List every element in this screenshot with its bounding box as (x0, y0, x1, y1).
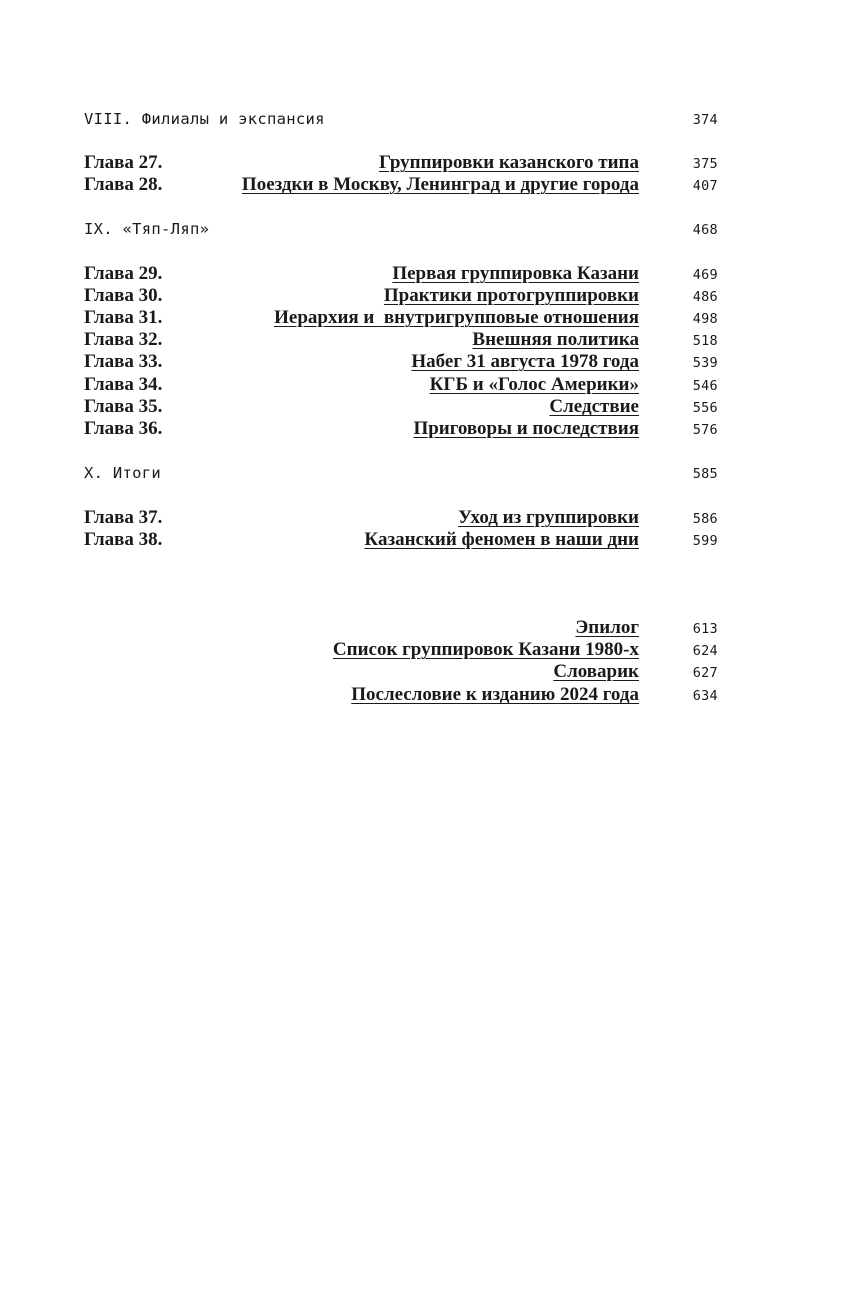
chapter-label: Глава 38. (84, 529, 163, 550)
page-number: 613 (692, 621, 718, 637)
page-number: 546 (692, 378, 718, 394)
chapter-label: Глава 37. (84, 507, 163, 528)
toc-entry-gang-list[interactable] (84, 641, 718, 663)
part-title: VIII. Филиалы и экспансия (84, 110, 325, 128)
chapter-label: Глава 30. (84, 285, 163, 306)
page-number: 468 (692, 222, 718, 238)
chapter-title-link[interactable]: Первая группировка Казани (392, 263, 639, 284)
part-title: X. Итоги (84, 464, 162, 482)
toc-entry-chapter-29[interactable] (84, 265, 718, 287)
toc-entry-chapter-35[interactable] (84, 398, 718, 420)
chapter-title-link[interactable]: Группировки казанского типа (378, 152, 639, 173)
toc-entry-chapter-33[interactable] (84, 353, 718, 375)
chapter-label: Глава 32. (84, 329, 163, 350)
back-matter-title-link[interactable]: Эпилог (575, 617, 639, 638)
part-heading-viii (84, 110, 718, 132)
chapter-label: Глава 31. (84, 307, 163, 328)
toc-entry-chapter-36[interactable] (84, 420, 718, 442)
part-title: IX. «Тяп-Ляп» (84, 220, 210, 238)
chapter-label: Глава 29. (84, 263, 163, 284)
toc-entry-chapter-27[interactable] (84, 154, 718, 176)
toc-entry-chapter-30[interactable] (84, 287, 718, 309)
chapter-title-link[interactable]: Следствие (549, 396, 639, 417)
page-number: 576 (692, 422, 718, 438)
page-number: 585 (692, 466, 718, 482)
page-number: 407 (692, 178, 718, 194)
page-number: 586 (692, 511, 718, 527)
page-number: 374 (692, 112, 718, 128)
toc-entry-glossary[interactable] (84, 663, 718, 685)
toc-entry-chapter-34[interactable] (84, 376, 718, 398)
chapter-title-link[interactable]: Внешняя политика (472, 329, 639, 350)
chapter-title-link[interactable]: Практики протогруппировки (383, 285, 639, 306)
page-number: 469 (692, 267, 718, 283)
back-matter-title-link[interactable]: Словарик (553, 661, 639, 682)
page-number: 624 (692, 643, 718, 659)
part-heading-ix (84, 220, 718, 242)
page-number: 634 (692, 688, 718, 704)
page-number: 498 (692, 311, 718, 327)
chapter-label: Глава 28. (84, 174, 163, 195)
page-number: 539 (692, 355, 718, 371)
page-number: 518 (692, 333, 718, 349)
toc-entry-epilogue[interactable] (84, 619, 718, 641)
page-number: 486 (692, 289, 718, 305)
toc-entry-afterword[interactable] (84, 686, 718, 708)
chapter-title-link[interactable]: КГБ и «Голос Америки» (429, 374, 639, 395)
toc-entry-chapter-28[interactable] (84, 176, 718, 198)
chapter-label: Глава 35. (84, 396, 163, 417)
back-matter-title-link[interactable]: Послесловие к изданию 2024 года (351, 684, 639, 705)
page-number: 627 (692, 665, 718, 681)
back-matter-title-link[interactable]: Список группировок Казани 1980-х (332, 639, 639, 660)
chapter-label: Глава 34. (84, 374, 163, 395)
chapter-title-link[interactable]: Поездки в Москву, Ленинград и другие города (241, 174, 639, 195)
page-number: 375 (692, 156, 718, 172)
toc-entry-chapter-32[interactable] (84, 331, 718, 353)
part-heading-x (84, 464, 718, 486)
toc-entry-chapter-38[interactable] (84, 531, 718, 553)
chapter-label: Глава 27. (84, 152, 163, 173)
chapter-title-link[interactable]: Иерархия и внутригрупповые отношения (274, 307, 639, 328)
toc-entry-chapter-31[interactable] (84, 309, 718, 331)
chapter-title-link[interactable]: Казанский феномен в наши дни (364, 529, 639, 550)
chapter-label: Глава 36. (84, 418, 163, 439)
page-number: 599 (692, 533, 718, 549)
page-number: 556 (692, 400, 718, 416)
chapter-title-link[interactable]: Уход из группировки (458, 507, 639, 528)
chapter-title-link[interactable]: Набег 31 августа 1978 года (411, 351, 639, 372)
toc-entry-chapter-37[interactable] (84, 509, 718, 531)
chapter-title-link[interactable]: Приговоры и последствия (413, 418, 639, 439)
chapter-label: Глава 33. (84, 351, 163, 372)
